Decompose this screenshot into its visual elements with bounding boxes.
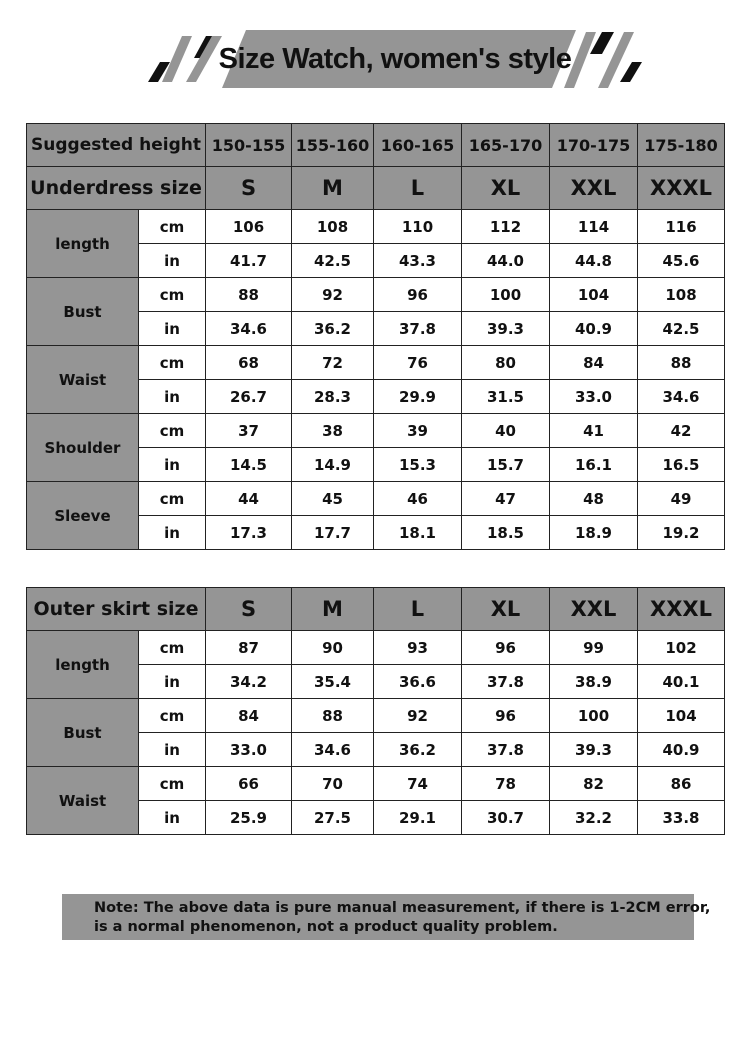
size-cell: L [374, 588, 462, 631]
value-cell-cm: 87 [206, 631, 292, 665]
measurement-label: Waist [27, 346, 139, 414]
unit-in-label: in [139, 733, 206, 767]
value-cell-in: 43.3 [374, 244, 462, 278]
size-label: Underdress size [27, 167, 206, 210]
unit-in-label: in [139, 801, 206, 835]
measurement-label: Sleeve [27, 482, 139, 550]
value-cell-cm: 88 [206, 278, 292, 312]
value-cell-cm: 80 [462, 346, 550, 380]
value-cell-cm: 42 [638, 414, 725, 448]
value-cell-in: 39.3 [550, 733, 638, 767]
value-cell-cm: 114 [550, 210, 638, 244]
height-range-cell: 170-175 [550, 124, 638, 167]
value-cell-in: 45.6 [638, 244, 725, 278]
value-cell-cm: 92 [374, 699, 462, 733]
height-range-cell: 165-170 [462, 124, 550, 167]
size-header-row [27, 588, 725, 631]
size-cell: XXL [550, 588, 638, 631]
value-cell-in: 29.9 [374, 380, 462, 414]
size-cell: XL [462, 588, 550, 631]
value-cell-cm: 90 [292, 631, 374, 665]
unit-cm-label: cm [139, 414, 206, 448]
value-cell-in: 34.6 [292, 733, 374, 767]
value-cell-in: 14.9 [292, 448, 374, 482]
measurement-row-cm [27, 767, 725, 801]
size-label: Outer skirt size [27, 588, 206, 631]
unit-in-label: in [139, 244, 206, 278]
unit-cm-label: cm [139, 699, 206, 733]
value-cell-cm: 39 [374, 414, 462, 448]
value-cell-in: 25.9 [206, 801, 292, 835]
size-cell: M [292, 588, 374, 631]
value-cell-cm: 96 [374, 278, 462, 312]
measurement-label: length [27, 210, 139, 278]
value-cell-in: 39.3 [462, 312, 550, 346]
value-cell-cm: 78 [462, 767, 550, 801]
value-cell-cm: 86 [638, 767, 725, 801]
unit-cm-label: cm [139, 631, 206, 665]
measurement-row-cm [27, 482, 725, 516]
value-cell-cm: 38 [292, 414, 374, 448]
size-cell: M [292, 167, 374, 210]
measurement-note [62, 894, 711, 940]
value-cell-in: 42.5 [638, 312, 725, 346]
value-cell-in: 28.3 [292, 380, 374, 414]
value-cell-in: 18.5 [462, 516, 550, 550]
height-range-cell: 175-180 [638, 124, 725, 167]
measurement-row-cm [27, 346, 725, 380]
value-cell-in: 17.3 [206, 516, 292, 550]
value-cell-cm: 45 [292, 482, 374, 516]
value-cell-cm: 110 [374, 210, 462, 244]
value-cell-cm: 41 [550, 414, 638, 448]
measurement-label: Waist [27, 767, 139, 835]
value-cell-cm: 66 [206, 767, 292, 801]
value-cell-in: 15.7 [462, 448, 550, 482]
value-cell-cm: 116 [638, 210, 725, 244]
unit-in-label: in [139, 312, 206, 346]
measurement-label: length [27, 631, 139, 699]
measurement-row-cm [27, 631, 725, 665]
value-cell-cm: 84 [550, 346, 638, 380]
measurement-row-cm [27, 414, 725, 448]
outer-skirt-size-table [26, 587, 725, 835]
height-range-cell: 155-160 [292, 124, 374, 167]
value-cell-in: 33.0 [206, 733, 292, 767]
measurement-label: Bust [27, 699, 139, 767]
unit-in-label: in [139, 380, 206, 414]
unit-in-label: in [139, 665, 206, 699]
value-cell-cm: 102 [638, 631, 725, 665]
note-line-2: is a normal phenomenon, not a product quality problem. [94, 919, 558, 935]
size-cell: XL [462, 167, 550, 210]
value-cell-cm: 74 [374, 767, 462, 801]
value-cell-in: 31.5 [462, 380, 550, 414]
value-cell-cm: 96 [462, 699, 550, 733]
size-cell: L [374, 167, 462, 210]
value-cell-in: 40.9 [550, 312, 638, 346]
unit-cm-label: cm [139, 210, 206, 244]
value-cell-in: 30.7 [462, 801, 550, 835]
value-cell-in: 40.9 [638, 733, 725, 767]
value-cell-in: 44.8 [550, 244, 638, 278]
unit-cm-label: cm [139, 278, 206, 312]
size-cell: S [206, 588, 292, 631]
value-cell-cm: 47 [462, 482, 550, 516]
value-cell-cm: 108 [292, 210, 374, 244]
value-cell-in: 16.5 [638, 448, 725, 482]
height-range-cell: 150-155 [206, 124, 292, 167]
height-header-row [27, 124, 725, 167]
value-cell-in: 19.2 [638, 516, 725, 550]
size-cell: XXXL [638, 588, 725, 631]
value-cell-in: 42.5 [292, 244, 374, 278]
size-header-row [27, 167, 725, 210]
value-cell-in: 33.0 [550, 380, 638, 414]
value-cell-cm: 84 [206, 699, 292, 733]
value-cell-in: 36.2 [374, 733, 462, 767]
unit-cm-label: cm [139, 767, 206, 801]
value-cell-in: 36.6 [374, 665, 462, 699]
unit-in-label: in [139, 516, 206, 550]
value-cell-cm: 49 [638, 482, 725, 516]
height-label: Suggested height [27, 124, 206, 167]
value-cell-in: 37.8 [462, 665, 550, 699]
value-cell-cm: 104 [550, 278, 638, 312]
value-cell-in: 14.5 [206, 448, 292, 482]
value-cell-in: 34.6 [638, 380, 725, 414]
value-cell-cm: 93 [374, 631, 462, 665]
title-banner [140, 28, 650, 90]
value-cell-in: 36.2 [292, 312, 374, 346]
value-cell-cm: 40 [462, 414, 550, 448]
value-cell-in: 33.8 [638, 801, 725, 835]
measurement-row-cm [27, 699, 725, 733]
value-cell-cm: 82 [550, 767, 638, 801]
value-cell-in: 32.2 [550, 801, 638, 835]
value-cell-cm: 37 [206, 414, 292, 448]
value-cell-in: 37.8 [462, 733, 550, 767]
measurement-label: Bust [27, 278, 139, 346]
note-line-1: Note: The above data is pure manual measurement, if there is 1-2CM error, [94, 900, 711, 916]
value-cell-cm: 68 [206, 346, 292, 380]
value-cell-in: 38.9 [550, 665, 638, 699]
value-cell-cm: 44 [206, 482, 292, 516]
value-cell-cm: 92 [292, 278, 374, 312]
value-cell-in: 44.0 [462, 244, 550, 278]
page-title: Size Watch, women's style [218, 42, 572, 75]
measurement-row-cm [27, 278, 725, 312]
value-cell-cm: 88 [292, 699, 374, 733]
height-range-cell: 160-165 [374, 124, 462, 167]
value-cell-cm: 76 [374, 346, 462, 380]
value-cell-in: 17.7 [292, 516, 374, 550]
value-cell-in: 41.7 [206, 244, 292, 278]
value-cell-cm: 96 [462, 631, 550, 665]
size-cell: XXXL [638, 167, 725, 210]
value-cell-cm: 88 [638, 346, 725, 380]
measurement-label: Shoulder [27, 414, 139, 482]
unit-cm-label: cm [139, 346, 206, 380]
value-cell-in: 40.1 [638, 665, 725, 699]
underdress-size-table [26, 123, 725, 550]
unit-cm-label: cm [139, 482, 206, 516]
value-cell-in: 34.2 [206, 665, 292, 699]
value-cell-in: 15.3 [374, 448, 462, 482]
value-cell-in: 34.6 [206, 312, 292, 346]
value-cell-in: 26.7 [206, 380, 292, 414]
size-cell: S [206, 167, 292, 210]
value-cell-cm: 100 [462, 278, 550, 312]
unit-in-label: in [139, 448, 206, 482]
value-cell-in: 18.9 [550, 516, 638, 550]
size-cell: XXL [550, 167, 638, 210]
value-cell-cm: 112 [462, 210, 550, 244]
value-cell-cm: 46 [374, 482, 462, 516]
measurement-row-cm [27, 210, 725, 244]
value-cell-cm: 72 [292, 346, 374, 380]
value-cell-cm: 70 [292, 767, 374, 801]
value-cell-cm: 99 [550, 631, 638, 665]
value-cell-cm: 106 [206, 210, 292, 244]
value-cell-in: 29.1 [374, 801, 462, 835]
value-cell-in: 37.8 [374, 312, 462, 346]
value-cell-cm: 104 [638, 699, 725, 733]
value-cell-cm: 100 [550, 699, 638, 733]
value-cell-cm: 108 [638, 278, 725, 312]
value-cell-in: 35.4 [292, 665, 374, 699]
value-cell-cm: 48 [550, 482, 638, 516]
value-cell-in: 27.5 [292, 801, 374, 835]
value-cell-in: 16.1 [550, 448, 638, 482]
value-cell-in: 18.1 [374, 516, 462, 550]
